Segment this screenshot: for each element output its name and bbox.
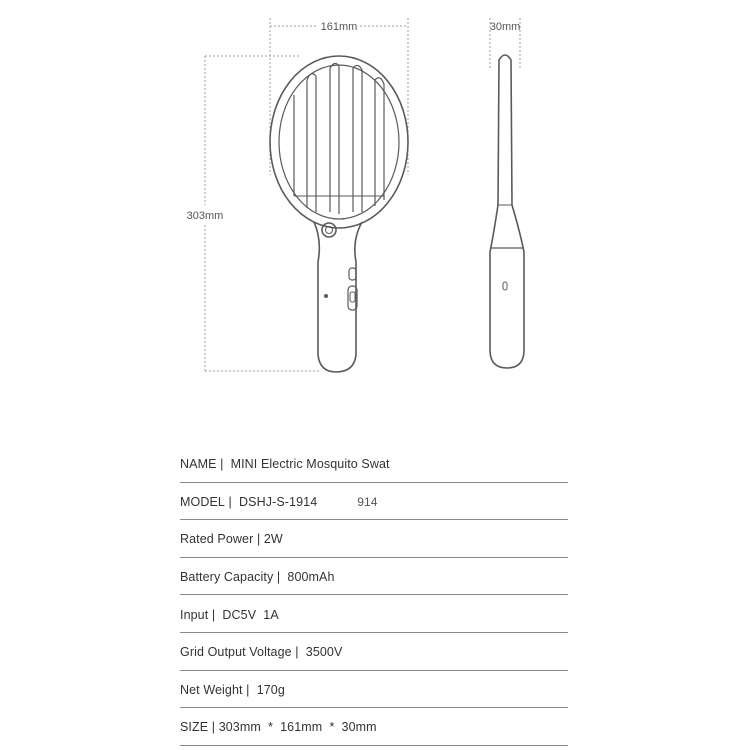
spec-separator: | [242, 682, 257, 697]
spec-label: MODEL [180, 494, 225, 509]
spec-value: DSHJ-S-1914 [239, 494, 318, 509]
spec-row-net-weight [180, 671, 568, 709]
spec-row-input [180, 595, 568, 633]
spec-value: 2W [263, 532, 283, 547]
spec-value: DC5V 1A [222, 607, 279, 622]
specification-table [180, 445, 568, 746]
spec-row-name [180, 445, 568, 483]
spec-label: Net Weight [180, 682, 243, 697]
width-dimension-label: 161mm [320, 21, 358, 33]
spec-ghost-text: 914 [357, 494, 378, 509]
spec-value: 800mAh [287, 570, 335, 585]
spec-label: Battery Capacity [180, 570, 274, 585]
spec-value: MINI Electric Mosquito Swat [230, 457, 390, 472]
spec-label: Grid Output Voltage [180, 645, 292, 660]
spec-separator: | [291, 645, 306, 660]
spec-label: Input [180, 607, 209, 622]
swatter-side-view [490, 55, 524, 368]
spec-label: NAME [180, 457, 217, 472]
spec-row-size [180, 708, 568, 746]
spec-value: 3500V [305, 645, 343, 660]
swatter-front-view [270, 56, 408, 372]
spec-row-model [180, 483, 568, 521]
spec-value: 303mm * 161mm * 30mm [218, 720, 377, 735]
spec-label: SIZE [180, 720, 209, 735]
spec-separator: | [208, 720, 219, 735]
spec-separator: | [224, 494, 240, 509]
spec-separator: | [253, 532, 264, 547]
depth-dimension-label: 30mm [489, 21, 521, 33]
spec-separator: | [208, 607, 223, 622]
spec-separator: | [273, 570, 288, 585]
grid-bars [294, 63, 384, 214]
spec-row-grid-output-voltage [180, 633, 568, 671]
height-dimension-label: 303mm [186, 210, 224, 222]
spec-separator: | [216, 457, 231, 472]
spec-label: Rated Power [180, 532, 254, 547]
spec-value: 170g [256, 682, 285, 697]
spec-row-battery-capacity [180, 558, 568, 596]
spec-row-rated-power [180, 520, 568, 558]
